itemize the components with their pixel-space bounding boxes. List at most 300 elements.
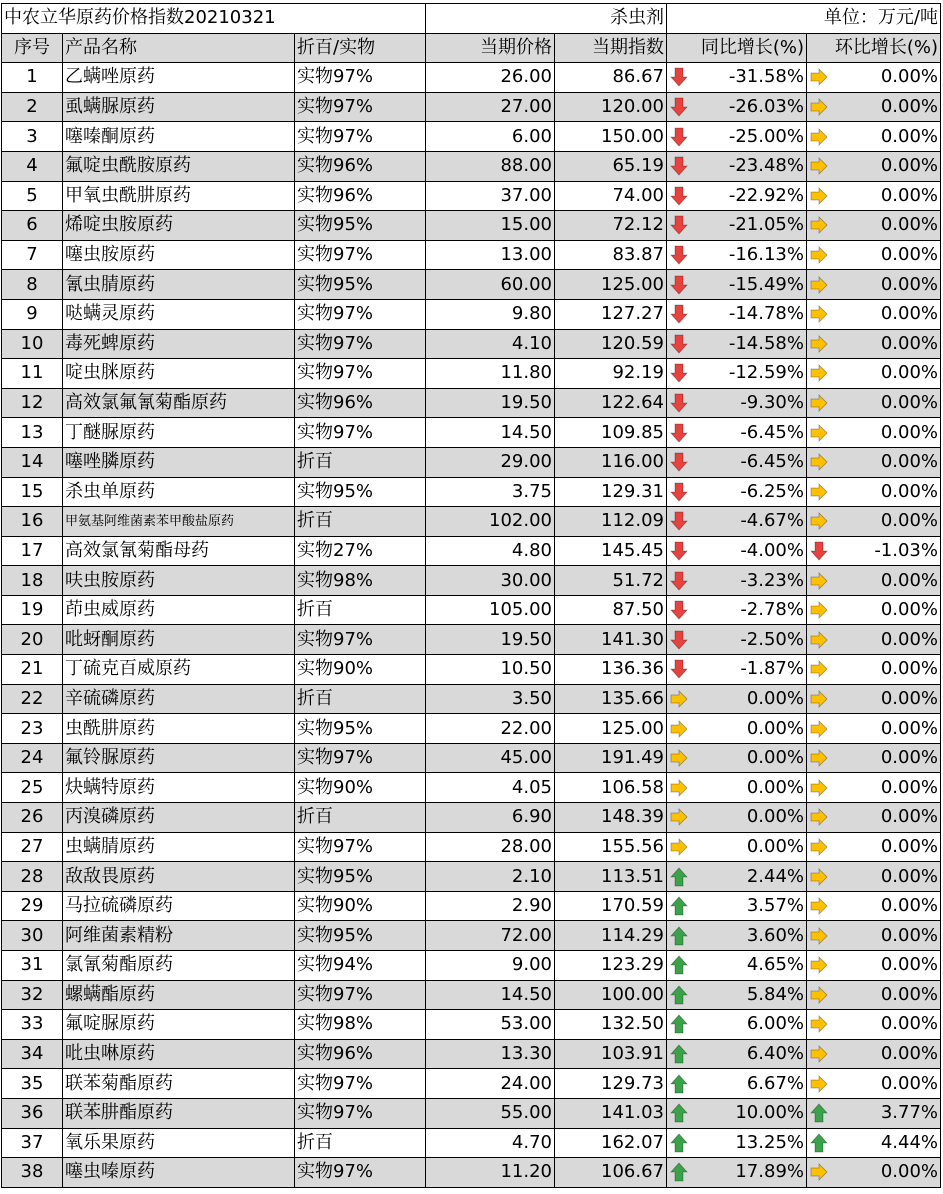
mom-cell [807, 1128, 941, 1158]
yellow-right-arrow-icon [670, 689, 688, 709]
index-cell: 106.67 [555, 1158, 667, 1188]
table-row [2, 329, 941, 359]
mom-value: 0.00% [880, 835, 938, 857]
price-cell: 30.00 [426, 566, 555, 596]
price-cell: 9.80 [426, 299, 555, 329]
table-row [2, 773, 941, 803]
row-number: 14 [2, 447, 63, 477]
price-cell: 28.00 [426, 832, 555, 862]
row-number: 7 [2, 240, 63, 270]
yoy-value: 5.84% [746, 983, 804, 1005]
yoy-value: -23.48% [728, 155, 804, 177]
spec-cell: 实物97% [295, 418, 426, 448]
row-number: 26 [2, 803, 63, 833]
yoy-cell [667, 299, 807, 329]
price-cell: 13.30 [426, 1039, 555, 1069]
yoy-cell [667, 684, 807, 714]
product-name: 乙螨唑原药 [63, 63, 295, 93]
mom-value: 0.00% [880, 244, 938, 266]
row-number: 35 [2, 1069, 63, 1099]
row-number: 10 [2, 329, 63, 359]
red-down-arrow-icon [670, 571, 688, 591]
row-number: 37 [2, 1128, 63, 1158]
mom-value: 0.00% [880, 1072, 938, 1094]
mom-value: 0.00% [880, 687, 938, 709]
mom-cell [807, 477, 941, 507]
product-name: 阿维菌素精粉 [63, 921, 295, 951]
price-cell: 10.50 [426, 655, 555, 685]
yellow-right-arrow-icon [810, 1014, 828, 1034]
mom-value: 0.00% [880, 96, 938, 118]
yoy-cell [667, 1010, 807, 1040]
mom-cell [807, 891, 941, 921]
yellow-right-arrow-icon [810, 97, 828, 117]
price-cell: 4.70 [426, 1128, 555, 1158]
row-number: 28 [2, 862, 63, 892]
yellow-right-arrow-icon [810, 1074, 828, 1094]
yoy-cell [667, 477, 807, 507]
yoy-cell [667, 447, 807, 477]
green-up-arrow-icon [670, 985, 688, 1005]
spec-cell: 折百 [295, 684, 426, 714]
index-cell: 86.67 [555, 63, 667, 93]
table-row [2, 1098, 941, 1128]
spec-cell: 实物97% [295, 1069, 426, 1099]
yoy-cell [667, 921, 807, 951]
yoy-cell [667, 181, 807, 211]
yellow-right-arrow-icon [810, 571, 828, 591]
index-cell: 127.27 [555, 299, 667, 329]
price-cell: 14.50 [426, 418, 555, 448]
red-down-arrow-icon [670, 67, 688, 87]
price-cell: 14.50 [426, 980, 555, 1010]
index-cell: 191.49 [555, 743, 667, 773]
product-name: 氟啶脲原药 [63, 1010, 295, 1040]
yellow-right-arrow-icon [810, 511, 828, 531]
yoy-cell [667, 566, 807, 596]
index-cell: 136.36 [555, 655, 667, 685]
index-cell: 113.51 [555, 862, 667, 892]
index-cell: 170.59 [555, 891, 667, 921]
row-number: 24 [2, 743, 63, 773]
yoy-cell [667, 507, 807, 537]
product-name: 呋虫胺原药 [63, 566, 295, 596]
red-down-arrow-icon [670, 245, 688, 265]
row-number: 34 [2, 1039, 63, 1069]
spec-cell: 实物98% [295, 1010, 426, 1040]
yellow-right-arrow-icon [810, 393, 828, 413]
table-row [2, 477, 941, 507]
price-cell: 4.80 [426, 536, 555, 566]
mom-cell [807, 714, 941, 744]
table-row [2, 1158, 941, 1188]
index-cell: 123.29 [555, 951, 667, 981]
unit-label: 单位：万元/吨 [667, 4, 941, 34]
table-row [2, 181, 941, 211]
mom-cell [807, 92, 941, 122]
index-cell: 114.29 [555, 921, 667, 951]
yoy-value: 0.00% [746, 747, 804, 769]
green-up-arrow-icon [670, 867, 688, 887]
table-row [2, 151, 941, 181]
table-row [2, 299, 941, 329]
product-name: 啶虫脒原药 [63, 359, 295, 389]
table-row [2, 803, 941, 833]
table-row [2, 211, 941, 241]
price-cell: 3.50 [426, 684, 555, 714]
header-index: 当期指数 [555, 33, 667, 63]
red-down-arrow-icon [670, 511, 688, 531]
green-up-arrow-icon [810, 1133, 828, 1153]
mom-value: 0.00% [880, 155, 938, 177]
yoy-cell [667, 951, 807, 981]
spec-cell: 实物97% [295, 1158, 426, 1188]
yoy-cell [667, 122, 807, 152]
yellow-right-arrow-icon [810, 1162, 828, 1182]
price-cell: 102.00 [426, 507, 555, 537]
row-number: 18 [2, 566, 63, 596]
mom-value: 0.00% [880, 1161, 938, 1183]
mom-cell [807, 63, 941, 93]
yellow-right-arrow-icon [810, 719, 828, 739]
mom-cell [807, 299, 941, 329]
yoy-value: -16.13% [728, 244, 804, 266]
index-cell: 83.87 [555, 240, 667, 270]
table-row [2, 1039, 941, 1069]
yoy-value: -14.78% [728, 303, 804, 325]
spec-cell: 实物97% [295, 299, 426, 329]
row-number: 32 [2, 980, 63, 1010]
index-cell: 92.19 [555, 359, 667, 389]
price-cell: 37.00 [426, 181, 555, 211]
header-name: 产品名称 [63, 33, 295, 63]
yellow-right-arrow-icon [810, 867, 828, 887]
yellow-right-arrow-icon [810, 363, 828, 383]
yoy-value: -4.00% [740, 539, 804, 561]
yellow-right-arrow-icon [670, 719, 688, 739]
index-cell: 116.00 [555, 447, 667, 477]
index-cell: 87.50 [555, 595, 667, 625]
product-name: 虱螨脲原药 [63, 92, 295, 122]
mom-cell [807, 980, 941, 1010]
price-cell: 3.75 [426, 477, 555, 507]
product-name: 氰虫腈原药 [63, 270, 295, 300]
yoy-value: -4.67% [740, 510, 804, 532]
yoy-cell [667, 714, 807, 744]
yoy-value: 4.65% [746, 954, 804, 976]
mom-value: 0.00% [880, 480, 938, 502]
index-cell: 162.07 [555, 1128, 667, 1158]
mom-value: 0.00% [880, 421, 938, 443]
table-row [2, 684, 941, 714]
table-row [2, 1069, 941, 1099]
green-up-arrow-icon [670, 1103, 688, 1123]
row-number: 20 [2, 625, 63, 655]
yoy-value: -2.78% [740, 599, 804, 621]
yellow-right-arrow-icon [810, 1044, 828, 1064]
mom-value: 0.00% [880, 658, 938, 680]
header-no: 序号 [2, 33, 63, 63]
price-cell: 60.00 [426, 270, 555, 300]
row-number: 30 [2, 921, 63, 951]
product-name: 螺螨酯原药 [63, 980, 295, 1010]
spec-cell: 实物97% [295, 832, 426, 862]
product-name: 虫酰肼原药 [63, 714, 295, 744]
mom-cell [807, 743, 941, 773]
spec-cell: 实物96% [295, 181, 426, 211]
price-cell: 72.00 [426, 921, 555, 951]
index-cell: 150.00 [555, 122, 667, 152]
red-down-arrow-icon [670, 127, 688, 147]
yoy-value: -1.87% [740, 658, 804, 680]
yoy-value: -6.45% [740, 421, 804, 443]
yoy-cell [667, 359, 807, 389]
product-name: 高效氯氟氰菊酯原药 [63, 388, 295, 418]
row-number: 2 [2, 92, 63, 122]
table-row [2, 122, 941, 152]
yellow-right-arrow-icon [810, 659, 828, 679]
price-cell: 6.90 [426, 803, 555, 833]
yoy-cell [667, 1039, 807, 1069]
price-cell: 11.20 [426, 1158, 555, 1188]
spec-cell: 实物97% [295, 743, 426, 773]
index-cell: 106.58 [555, 773, 667, 803]
green-up-arrow-icon [670, 1074, 688, 1094]
spec-cell: 实物97% [295, 122, 426, 152]
yoy-cell [667, 240, 807, 270]
yellow-right-arrow-icon [670, 837, 688, 857]
yellow-right-arrow-icon [810, 127, 828, 147]
mom-value: 0.00% [880, 362, 938, 384]
product-name: 氯氰菊酯原药 [63, 951, 295, 981]
mom-value: 0.00% [880, 451, 938, 473]
table-row [2, 891, 941, 921]
mom-cell [807, 211, 941, 241]
mom-cell [807, 1010, 941, 1040]
yoy-value: 0.00% [746, 717, 804, 739]
product-name: 炔螨特原药 [63, 773, 295, 803]
mom-value: 0.00% [880, 599, 938, 621]
yellow-right-arrow-icon [810, 275, 828, 295]
price-cell: 29.00 [426, 447, 555, 477]
index-cell: 100.00 [555, 980, 667, 1010]
yoy-cell [667, 536, 807, 566]
mom-value: 0.00% [880, 747, 938, 769]
product-name: 吡蚜酮原药 [63, 625, 295, 655]
price-cell: 4.10 [426, 329, 555, 359]
header-price: 当期价格 [426, 33, 555, 63]
mom-cell [807, 388, 941, 418]
mom-cell [807, 1039, 941, 1069]
mom-cell [807, 655, 941, 685]
mom-value: 0.00% [880, 776, 938, 798]
row-number: 22 [2, 684, 63, 714]
red-down-arrow-icon [670, 215, 688, 235]
mom-value: 0.00% [880, 1013, 938, 1035]
yellow-right-arrow-icon [810, 748, 828, 768]
red-down-arrow-icon [670, 541, 688, 561]
mom-cell [807, 122, 941, 152]
index-cell: 125.00 [555, 270, 667, 300]
red-down-arrow-icon [670, 275, 688, 295]
index-cell: 112.09 [555, 507, 667, 537]
yoy-cell [667, 862, 807, 892]
row-number: 17 [2, 536, 63, 566]
index-cell: 155.56 [555, 832, 667, 862]
yoy-cell [667, 211, 807, 241]
mom-cell [807, 684, 941, 714]
yoy-value: -14.58% [728, 332, 804, 354]
spec-cell: 折百 [295, 1128, 426, 1158]
sheet-title: 中农立华原药价格指数20210321 [2, 4, 426, 34]
index-cell: 65.19 [555, 151, 667, 181]
mom-cell [807, 595, 941, 625]
mom-cell [807, 1158, 941, 1188]
index-cell: 148.39 [555, 803, 667, 833]
mom-cell [807, 803, 941, 833]
index-cell: 74.00 [555, 181, 667, 211]
yellow-right-arrow-icon [810, 423, 828, 443]
row-number: 27 [2, 832, 63, 862]
yoy-cell [667, 151, 807, 181]
row-number: 6 [2, 211, 63, 241]
mom-value: 0.00% [880, 125, 938, 147]
table-row [2, 625, 941, 655]
product-name: 毒死蜱原药 [63, 329, 295, 359]
product-name: 辛硫磷原药 [63, 684, 295, 714]
table-row [2, 270, 941, 300]
yellow-right-arrow-icon [670, 807, 688, 827]
yellow-right-arrow-icon [810, 689, 828, 709]
index-cell: 109.85 [555, 418, 667, 448]
price-cell: 9.00 [426, 951, 555, 981]
mom-cell [807, 270, 941, 300]
spec-cell: 实物98% [295, 566, 426, 596]
index-cell: 132.50 [555, 1010, 667, 1040]
green-up-arrow-icon [670, 1044, 688, 1064]
product-name: 马拉硫磷原药 [63, 891, 295, 921]
yoy-cell [667, 1158, 807, 1188]
index-cell: 120.00 [555, 92, 667, 122]
row-number: 29 [2, 891, 63, 921]
table-row [2, 536, 941, 566]
red-down-arrow-icon [670, 600, 688, 620]
mom-value: 4.44% [880, 1131, 938, 1153]
table-row [2, 388, 941, 418]
mom-value: 0.00% [880, 983, 938, 1005]
spec-cell: 实物90% [295, 773, 426, 803]
mom-value: 0.00% [880, 184, 938, 206]
row-number: 3 [2, 122, 63, 152]
red-down-arrow-icon [670, 334, 688, 354]
spec-cell: 实物97% [295, 980, 426, 1010]
spec-cell: 实物96% [295, 1039, 426, 1069]
yoy-value: -22.92% [728, 184, 804, 206]
price-cell: 22.00 [426, 714, 555, 744]
product-name: 高效氯氰菊酯母药 [63, 536, 295, 566]
price-cell: 13.00 [426, 240, 555, 270]
index-cell: 125.00 [555, 714, 667, 744]
spec-cell: 实物97% [295, 1098, 426, 1128]
spec-cell: 实物94% [295, 951, 426, 981]
yoy-cell [667, 418, 807, 448]
row-number: 38 [2, 1158, 63, 1188]
mom-cell [807, 951, 941, 981]
table-row [2, 418, 941, 448]
product-name: 丁硫克百威原药 [63, 655, 295, 685]
yellow-right-arrow-icon [810, 304, 828, 324]
yellow-right-arrow-icon [810, 156, 828, 176]
spec-cell: 实物97% [295, 625, 426, 655]
row-number: 36 [2, 1098, 63, 1128]
red-down-arrow-icon [670, 304, 688, 324]
yoy-value: -2.50% [740, 628, 804, 650]
product-name: 噻嗪酮原药 [63, 122, 295, 152]
spec-cell: 实物95% [295, 862, 426, 892]
table-row [2, 951, 941, 981]
header-mom: 环比增长(%) [807, 33, 941, 63]
mom-value: 0.00% [880, 392, 938, 414]
index-cell: 145.45 [555, 536, 667, 566]
mom-cell [807, 1098, 941, 1128]
red-down-arrow-icon [670, 423, 688, 443]
mom-value: 0.00% [880, 806, 938, 828]
yellow-right-arrow-icon [810, 600, 828, 620]
spec-cell: 实物95% [295, 921, 426, 951]
mom-cell [807, 862, 941, 892]
mom-cell [807, 566, 941, 596]
green-up-arrow-icon [670, 1014, 688, 1034]
table-row [2, 655, 941, 685]
yoy-cell [667, 832, 807, 862]
spec-cell: 实物27% [295, 536, 426, 566]
yoy-cell [667, 63, 807, 93]
spec-cell: 实物97% [295, 359, 426, 389]
yellow-right-arrow-icon [810, 896, 828, 916]
table-row [2, 921, 941, 951]
product-name: 噻虫嗪原药 [63, 1158, 295, 1188]
yellow-right-arrow-icon [810, 837, 828, 857]
index-cell: 129.73 [555, 1069, 667, 1099]
mom-cell [807, 240, 941, 270]
yoy-value: 17.89% [735, 1161, 804, 1183]
mom-cell [807, 329, 941, 359]
spec-cell: 实物95% [295, 211, 426, 241]
yoy-cell [667, 1128, 807, 1158]
spec-cell: 折百 [295, 595, 426, 625]
index-cell: 122.64 [555, 388, 667, 418]
spec-cell: 折百 [295, 447, 426, 477]
yoy-cell [667, 625, 807, 655]
yoy-value: -15.49% [728, 273, 804, 295]
price-cell: 27.00 [426, 92, 555, 122]
table-row [2, 240, 941, 270]
spec-cell: 实物90% [295, 891, 426, 921]
yoy-cell [667, 270, 807, 300]
mom-value: 0.00% [880, 895, 938, 917]
product-name: 联苯肼酯原药 [63, 1098, 295, 1128]
yoy-cell [667, 743, 807, 773]
yellow-right-arrow-icon [670, 748, 688, 768]
row-number: 33 [2, 1010, 63, 1040]
mom-value: 0.00% [880, 717, 938, 739]
index-cell: 141.03 [555, 1098, 667, 1128]
red-down-arrow-icon [670, 97, 688, 117]
row-number: 25 [2, 773, 63, 803]
mom-value: 0.00% [880, 924, 938, 946]
table-row [2, 743, 941, 773]
mom-cell [807, 151, 941, 181]
